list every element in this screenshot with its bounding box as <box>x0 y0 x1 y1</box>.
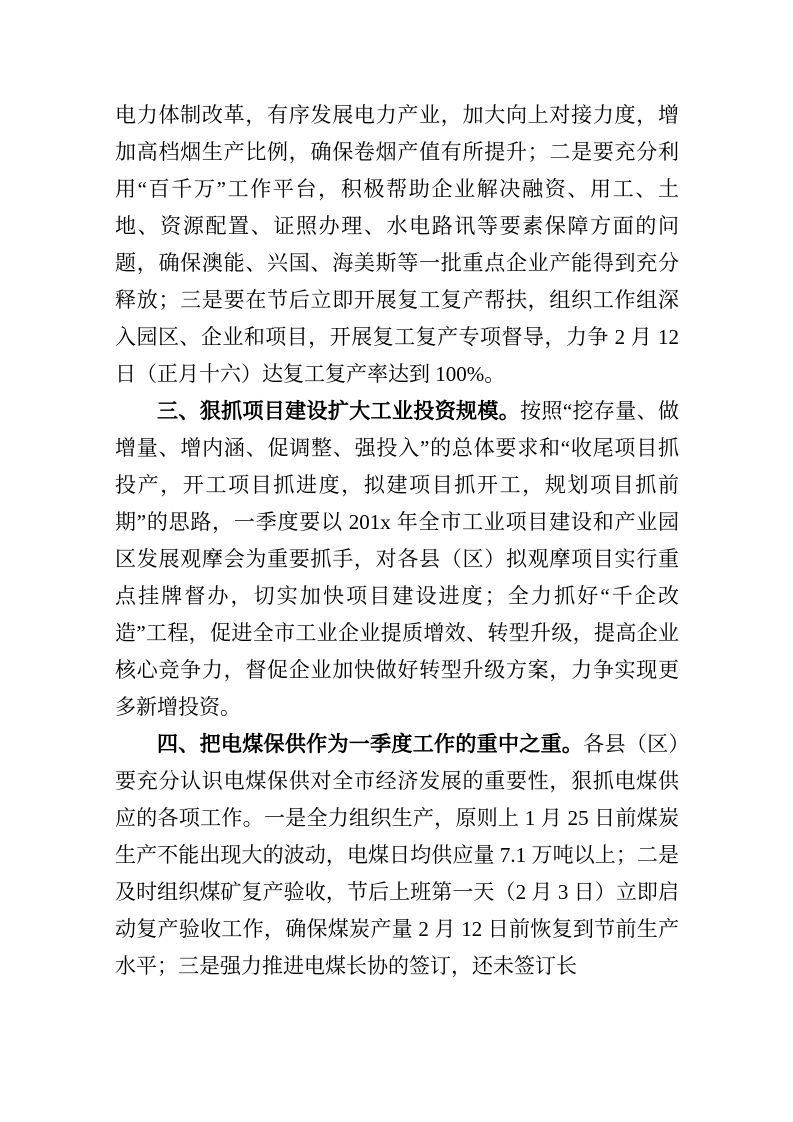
section-3-heading: 三、狠抓项目建设扩大工业投资规模。 <box>157 400 521 423</box>
section-4-text: 各县（区）要充分认识电煤保供对全市经济发展的重要性，狠抓电煤供应的各项工作。一是全力组织生产，原则上 1 月 25 日前煤炭生产不能出现大的波动，电煤日均供应量 7.1 万吨以上；二是及时组织煤矿复产验收，节后上班第一天（2 月 3 日）立即启动复产验收工作，确保煤炭产量 2 月 12 日前恢复到节前生产水平；三是强力推进电煤长协的签订，还未签订长 <box>115 732 679 978</box>
section-3-text: 按照“挖存量、做增量、增内涵、促调整、强投入”的总体要求和“收尾项目抓投产，开工项目抓进度，拟建项目抓开工，规划项目抓前期”的思路，一季度要以 201x 年全市工业项目建设和产业园区发展观摩会为重要抓手，对各县（区）拟观摩项目实行重点挂牌督办，切实加快项目建设进度；全力抓好“千企改造”工程，促进全市工业企业提质增效、转型升级，提高企业核心竞争力，督促企业加快做好转型升级方案，力争实现更多新增投资。 <box>115 399 680 719</box>
paragraph-continuation <box>115 97 679 393</box>
paragraph-continuation-text: 电力体制改革，有序发展电力产业，加大向上对接力度，增加高档烟生产比例，确保卷烟产值有所提升；二是要充分利用“百千万”工作平台，积极帮助企业解决融资、用工、土地、资源配置、证照办理、水电路讯等要素保障方面的问题，确保澳能、兴国、海美斯等一批重点企业产能得到充分释放；三是要在节后立即开展复工复产帮扶，组织工作组深入园区、企业和项目，开展复工复产专项督导，力争 2 月 12 日（正月十六）达复工复产率达到 100%。 <box>115 103 679 386</box>
paragraph-section-3 <box>115 393 679 726</box>
paragraph-section-4 <box>115 726 679 985</box>
section-4-heading: 四、把电煤保供作为一季度工作的重中之重。 <box>157 733 584 756</box>
